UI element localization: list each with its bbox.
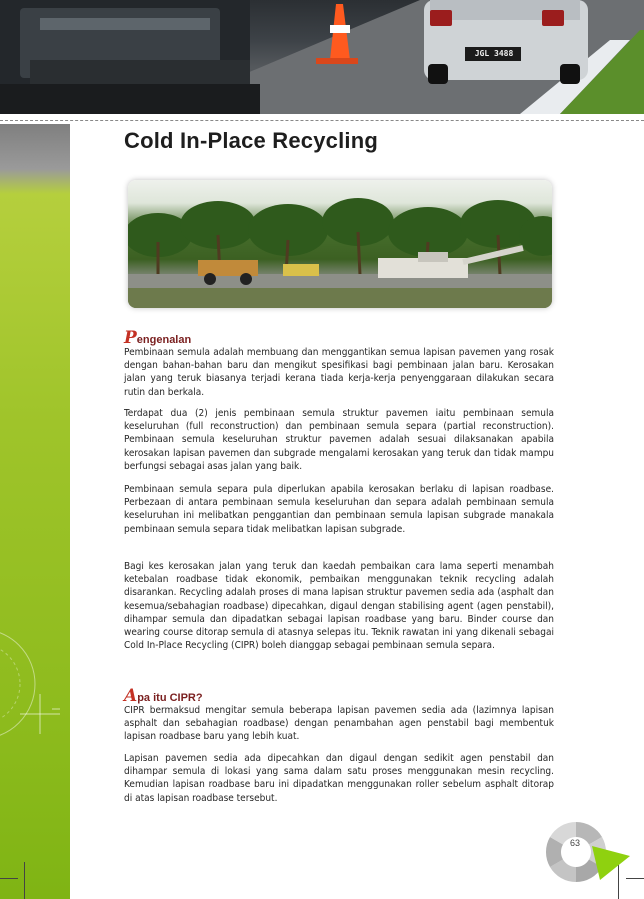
paragraph: Bagi kes kerosakan jalan yang teruk dan kaedah pembaikan cara lama seperti menambah ketebalan roadbase tidak ekonomik, pembaikan menggunakan teknik recycling adalah disarankan. Recycling adalah proses di mana lapisan struktur pavemen sedia ada (asphalt dan kesemua/sebahagian roadbase) dipecahkan, digaul dengan stabilising agent (agen penstabil), dihampar semula dan dipadatkan sebagai lapisan roadbase yang baru. Binder course dan wearing course ditorap semula di atasnya selepas itu. Teknik rawatan ini yang dikenali sebagai Cold In-Place Recycling (CIPR) boleh dianggap sebagai pembinaan semula separa. — [124, 561, 554, 652]
section-initial: A — [124, 686, 138, 706]
paragraph: Terdapat dua (2) jenis pembinaan semula struktur pavemen iaitu pembinaan semula keseluruhan (full reconstruction) dan pembinaan semula separa (partial reconstruction). Pembinaan semula keseluruhan struktur pavemen adalah sesuai dilaksanakan apabila kerosakan lapisan pavemen dan subgrade mengalami kerosakan yang teruk dan tidak mampu berfungsi sebagai asas jalan yang baik. — [124, 408, 554, 472]
license-plate: JGL 3488 — [474, 49, 514, 58]
section-heading-apa-itu-cipr — [124, 686, 203, 706]
road-scene-illustration — [0, 0, 644, 114]
section-heading-text: engenalan — [136, 334, 192, 346]
page-title: Cold In-Place Recycling — [124, 128, 379, 153]
crop-mark — [24, 862, 25, 899]
section-initial: P — [124, 328, 137, 348]
paragraph: Pembinaan semula adalah membuang dan menggantikan semua lapisan pavemen yang rosak dengan bahan-bahan baru dan mengikut spesifikasi bagi pembinaan jalan baru. Kerosakan jalan yang teruk biasanya terjadi kerana tiada kerja-kerja penyenggaraan dilakukan secara rutin dan berkala. — [124, 347, 554, 398]
recycling-machinery-photo — [128, 180, 552, 308]
header-road-photo — [0, 0, 644, 114]
section-heading-pengenalan — [124, 328, 191, 348]
page-badge-wheel — [530, 812, 634, 886]
paragraph: CIPR bermaksud mengitar semula beberapa lapisan pavemen sedia ada (lazimnya lapisan asphalt dan sebahagian roadbase) dengan penambahan agen penstabil bagi membentuk lapisan roadbase baru yang lebih kuat. — [124, 705, 554, 743]
palm-road-illustration — [128, 180, 552, 308]
paragraph: Lapisan pavemen sedia ada dipecahkan dan digaul dengan sedikit agen penstabil dan dihampar semula di lokasi yang sama dalam satu proses menggunakan mesin recycling. Kemudian lapisan roadbase baru ini dipadatkan menggunakan roller sebelum asphalt ditorap di atas lapisan roadbase tersebut. — [124, 753, 554, 804]
page-number: 63 — [570, 838, 581, 848]
section-heading-text: pa itu CIPR? — [137, 692, 203, 704]
sidebar-decoration — [0, 124, 70, 899]
header-divider — [0, 120, 644, 121]
paragraph: Pembinaan semula separa pula diperlukan apabila kerosakan berlaku di lapisan roadbase. Perbezaan di antara pembinaan semula keseluruhan dan separa adalah pembinaan semula keseluruhan ini melibatkan penggantian dan pembinaan semula lapisan subgrade manakala pembinaan semula separa tidak melibatkan lapisan subgrade. — [124, 484, 554, 535]
crop-mark — [0, 878, 18, 879]
